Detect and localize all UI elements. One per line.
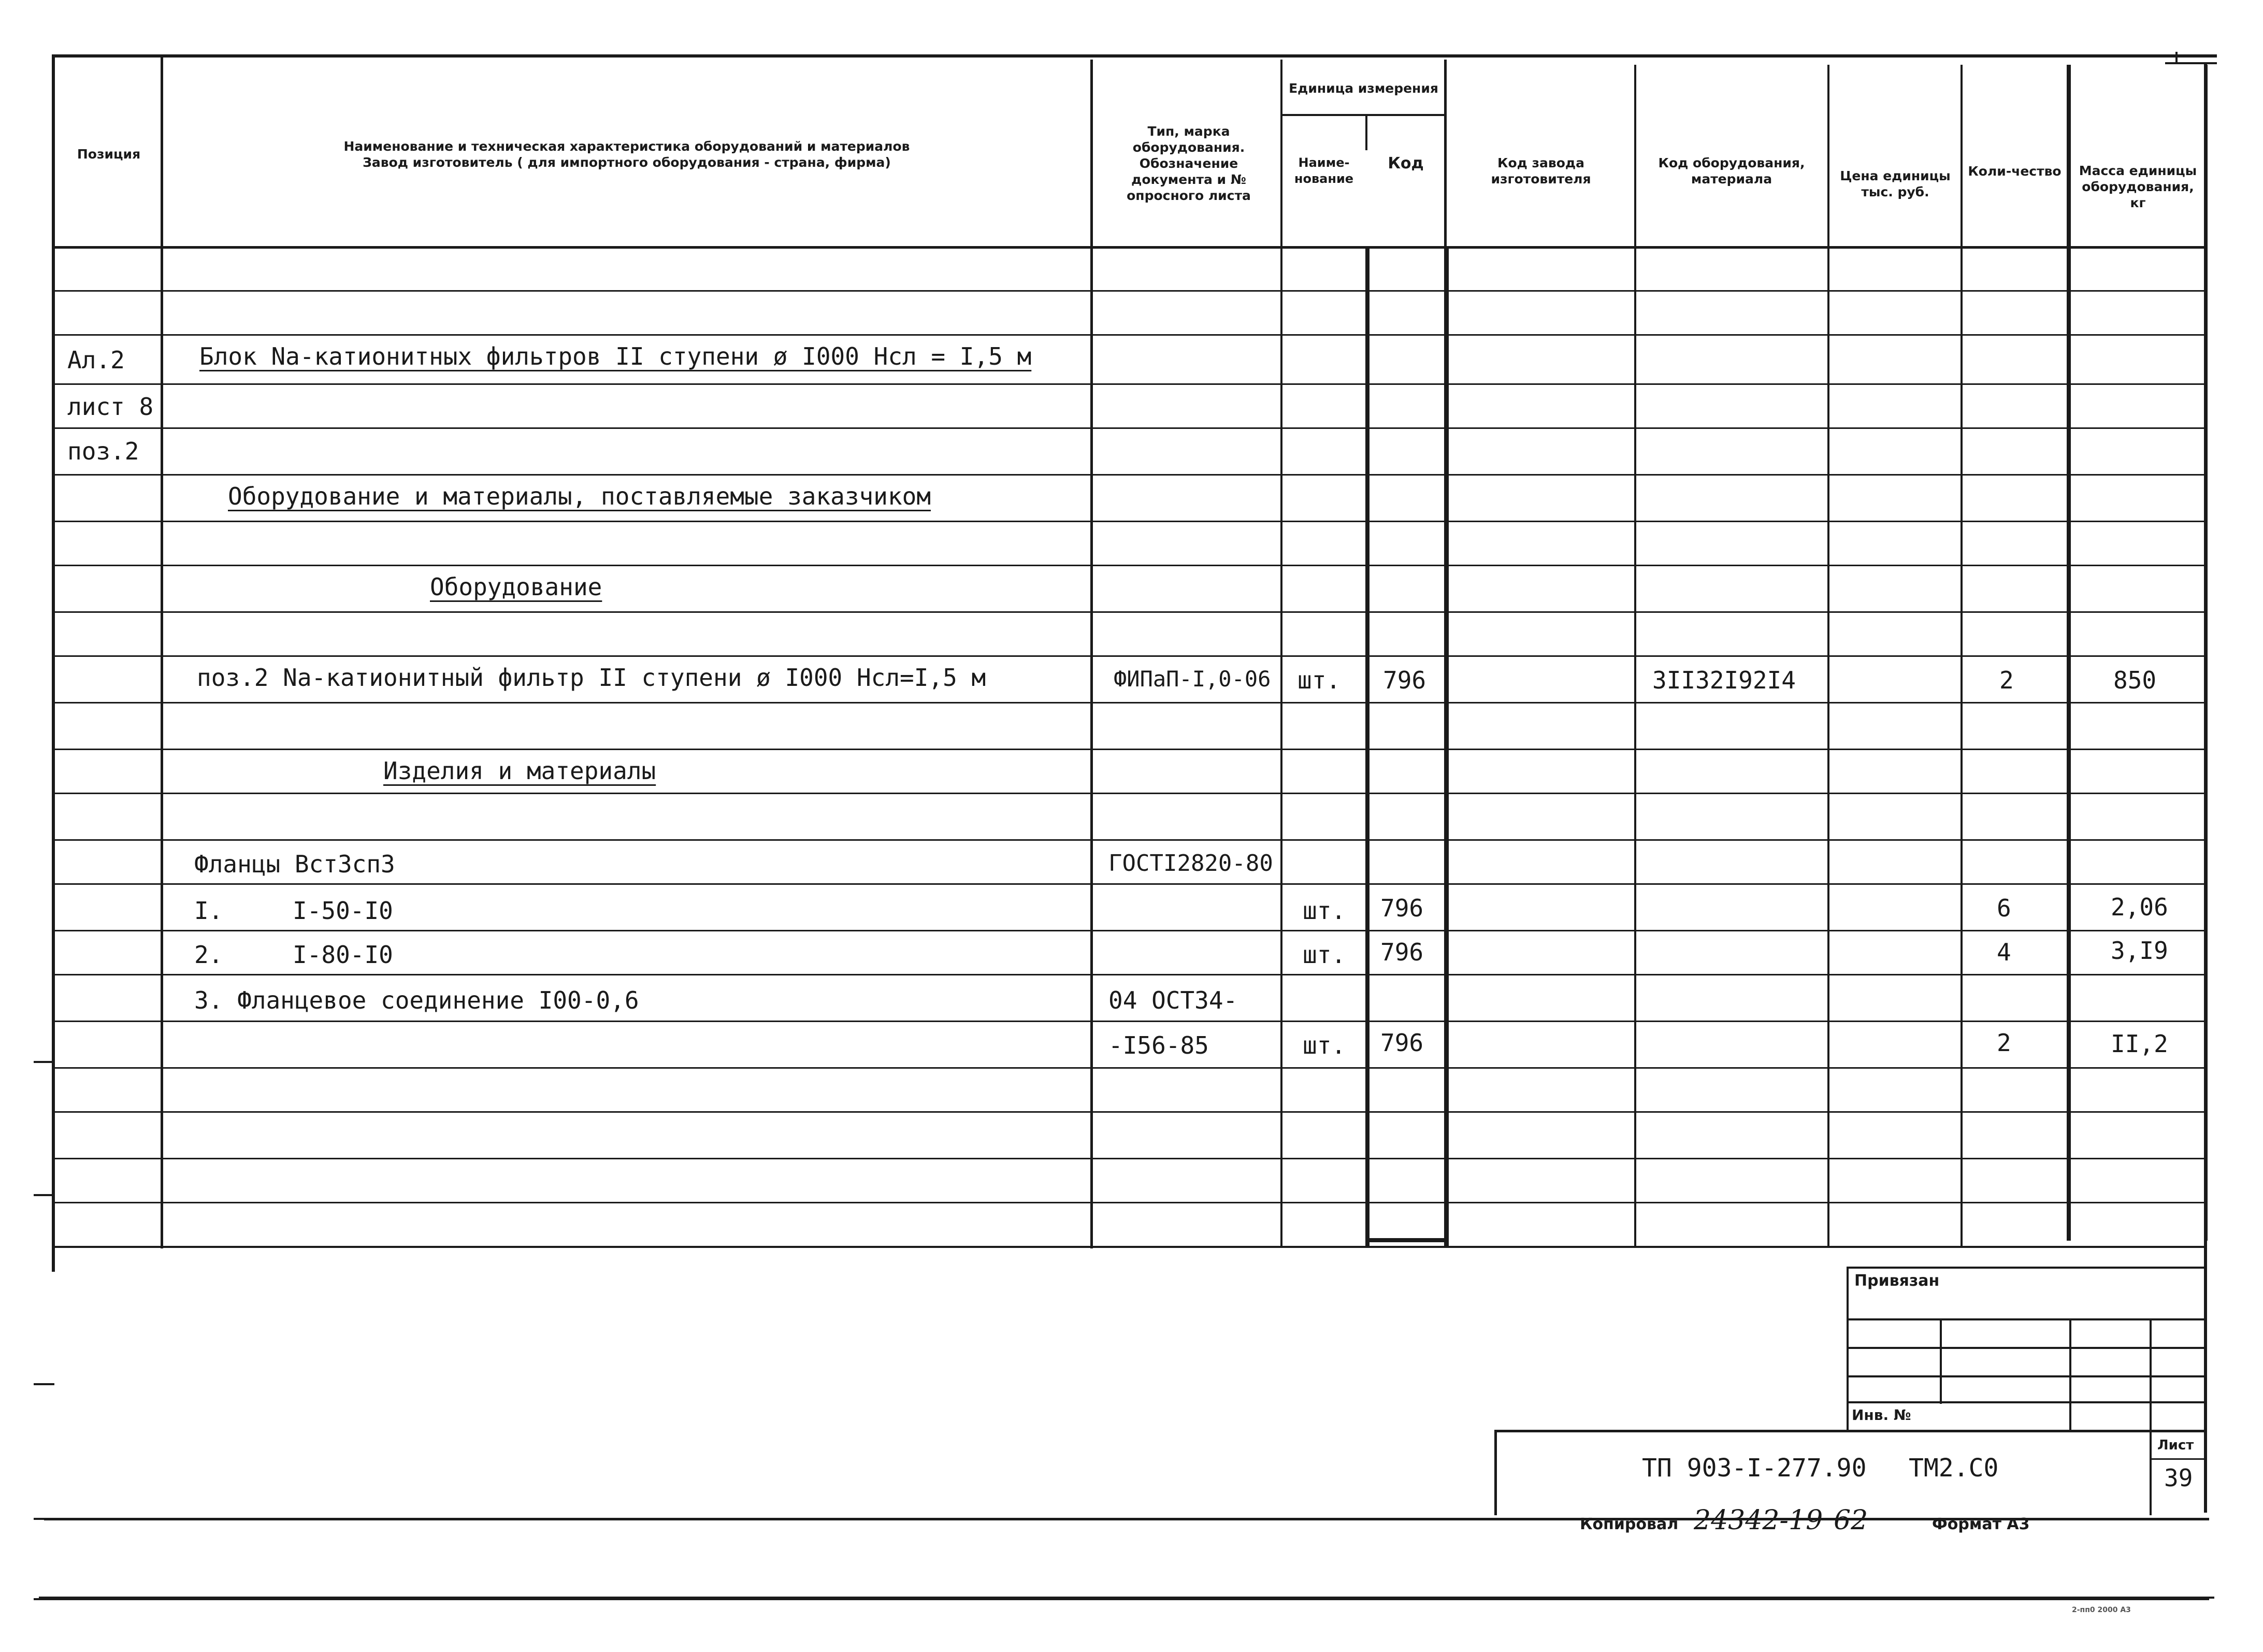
row-pos-sheet: лист 8: [67, 393, 154, 421]
row-3b-mass: II,2: [2111, 1030, 2168, 1058]
row-1-code: 796: [1380, 894, 1424, 922]
row-filter-name: поз.2 Nа-катионитный фильтр II ступени ø I000 Hсл=I,5 м: [197, 664, 986, 692]
row-3-type: 04 ОСТ34-: [1108, 986, 1238, 1014]
row-2-unit: шт.: [1303, 941, 1346, 969]
section-title-customer: Оборудование и материалы, поставляемые заказчиком: [228, 482, 931, 510]
row-filter-eq-code: 3II32I92I4: [1652, 666, 1796, 694]
row-flanges-type: ГОСТI2820-80: [1108, 850, 1273, 877]
row-1-name: I-50-I0: [293, 897, 393, 925]
header-type: Тип, марка оборудования. Обозначение документа и № опросного листа: [1127, 123, 1251, 203]
row-2-num: 2.: [194, 941, 223, 969]
stamp-doc-number: ТП 903-I-277.90: [1642, 1454, 1867, 1483]
stamp-sheet-label: Лист: [2157, 1438, 2194, 1453]
row-pos-item: поз.2: [67, 437, 139, 465]
row-flanges-name: Фланцы ВстЗсп3: [194, 850, 395, 878]
row-2-name: I-80-I0: [293, 941, 393, 969]
stamp-bound-label: Привязан: [1854, 1272, 1940, 1290]
header-name: [166, 62, 1088, 246]
row-filter-code: 796: [1383, 666, 1426, 694]
header-position: Позиция: [77, 147, 141, 162]
header-qty: Коли-чество: [1968, 163, 2062, 179]
row-3-name: 3. Фланцевое соединение I00-0,6: [194, 986, 639, 1014]
row-2-qty: 4: [1997, 938, 2011, 966]
row-2-mass: 3,I9: [2111, 937, 2168, 965]
header-name-line1: Наименование и техническая характеристика оборудований и материалов: [343, 138, 910, 154]
row-3b-unit: шт.: [1303, 1031, 1346, 1059]
tiny-footnote: 2-пп0 2000 А3: [2072, 1606, 2131, 1614]
header-mass: Масса единицы оборудования, кг: [2079, 163, 2197, 210]
copy-suffix: 62: [1834, 1505, 1868, 1536]
row-1-unit: шт.: [1303, 897, 1346, 925]
row-filter-unit: шт.: [1298, 666, 1341, 694]
row-3b-type: -I56-85: [1108, 1031, 1209, 1059]
row-filter-qty: 2: [1999, 666, 2014, 694]
row-3b-qty: 2: [1997, 1029, 2011, 1057]
row-1-qty: 6: [1997, 894, 2011, 922]
header-price: Цена единицы тыс. руб.: [1840, 168, 1951, 199]
row-1-mass: 2,06: [2111, 893, 2168, 921]
copy-number: 24342-19: [1694, 1505, 1823, 1536]
stamp-inv-label: Инв. №: [1852, 1406, 1911, 1424]
stamp-mark: ТМ2.С0: [1909, 1454, 1999, 1483]
header-unit: Единица измерения: [1289, 80, 1438, 96]
header-unit-code: Код: [1388, 154, 1424, 173]
header-name-line2: Завод изготовитель ( для импортного оборудования - страна, фирма): [363, 154, 891, 170]
row-3b-code: 796: [1380, 1029, 1424, 1057]
header-plant: Код завода изготовителя: [1491, 155, 1591, 186]
header-unit-name: Наиме-нование: [1294, 155, 1354, 186]
section-title-equipment: Оборудование: [430, 573, 602, 601]
format-label: Формат А3: [1932, 1515, 2030, 1533]
header-eq-code: Код оборудования, материала: [1658, 155, 1805, 186]
section-title-products: Изделия и материалы: [383, 757, 656, 785]
stamp-sheet-number: 39: [2164, 1464, 2193, 1492]
copied-label: Копировал: [1580, 1515, 1679, 1533]
row-pos-al2: Ал.2: [67, 346, 125, 374]
row-filter-type: ФИПаП-I,0-06: [1114, 666, 1271, 692]
row-filter-mass: 850: [2113, 666, 2157, 694]
row-block-name: Блок Nа-катионитных фильтров II ступени ø I000 Hсл = I,5 м: [199, 342, 1032, 370]
row-2-code: 796: [1380, 938, 1424, 966]
row-1-num: I.: [194, 897, 223, 925]
